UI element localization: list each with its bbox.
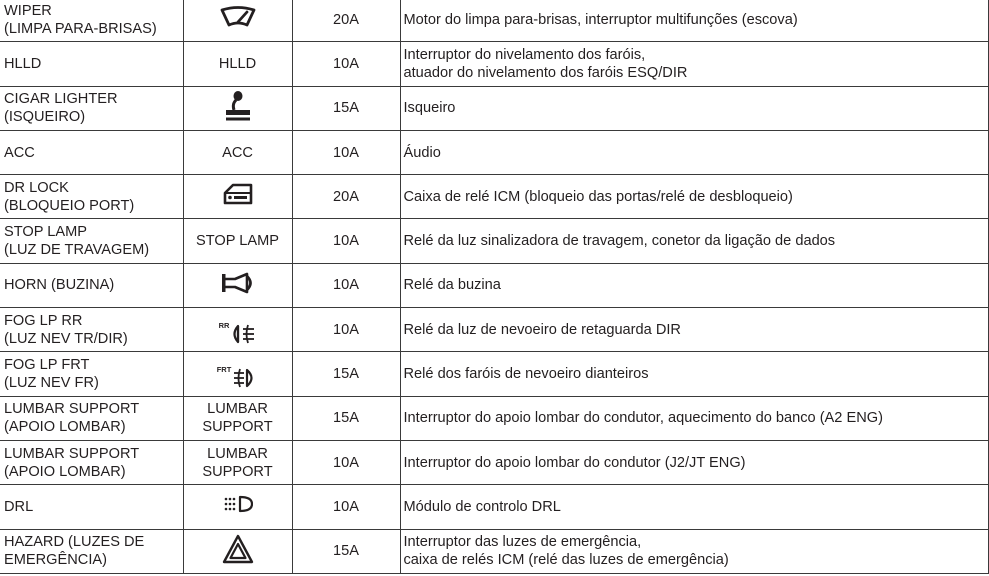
description-line: Interruptor das luzes de emergência, bbox=[403, 534, 642, 551]
fuse-name-line: CIGAR LIGHTER bbox=[4, 91, 118, 108]
fuse-symbol bbox=[183, 86, 292, 130]
drl-lamp-icon bbox=[223, 494, 253, 514]
fuse-symbol bbox=[183, 308, 292, 352]
table-row bbox=[0, 175, 988, 219]
fuse-rating: 10A bbox=[292, 485, 400, 529]
fuse-name-line: WIPER bbox=[4, 2, 52, 19]
fuse-description bbox=[400, 485, 988, 529]
fuse-rating: 20A bbox=[292, 175, 400, 219]
door-lock-icon bbox=[223, 183, 253, 205]
fuse-symbol bbox=[183, 0, 292, 42]
fuse-name-line: ACC bbox=[4, 144, 35, 161]
fuse-name bbox=[0, 130, 183, 174]
fuse-name-line: STOP LAMP bbox=[4, 224, 88, 241]
fuse-rating: 15A bbox=[292, 86, 400, 130]
table-row bbox=[0, 440, 988, 484]
description-line: Relé da luz sinalizadora de travagem, conetor da ligação de dados bbox=[403, 233, 836, 250]
symbol-small-label: RR bbox=[218, 320, 230, 330]
symbol-text: LUMBAR bbox=[207, 445, 268, 462]
fuse-description bbox=[400, 130, 988, 174]
description-line: Relé da buzina bbox=[403, 277, 501, 294]
fuse-description bbox=[400, 308, 988, 352]
fuse-name-line: (LIMPA PARA-BRISAS) bbox=[4, 20, 157, 37]
fuse-name bbox=[0, 308, 183, 352]
fuse-symbol bbox=[183, 263, 292, 307]
fuse-rating: 15A bbox=[292, 352, 400, 396]
table-row bbox=[0, 42, 988, 86]
fuse-rating: 15A bbox=[292, 529, 400, 573]
description-line: Interruptor do nivelamento dos faróis, bbox=[403, 46, 646, 63]
fuse-symbol bbox=[183, 130, 292, 174]
fuse-name bbox=[0, 86, 183, 130]
symbol-text: SUPPORT bbox=[202, 419, 273, 436]
table-row bbox=[0, 263, 988, 307]
fuse-name bbox=[0, 42, 183, 86]
fuse-description bbox=[400, 0, 988, 42]
fuse-symbol bbox=[183, 42, 292, 86]
description-line: Áudio bbox=[403, 144, 441, 161]
fuse-name-line: (LUZ NEV FR) bbox=[4, 375, 99, 392]
fuse-rating: 20A bbox=[292, 0, 400, 42]
fuse-description bbox=[400, 440, 988, 484]
table-row bbox=[0, 396, 988, 440]
table-row bbox=[0, 529, 988, 573]
description-line: Módulo de controlo DRL bbox=[403, 498, 561, 515]
fuse-rating: 15A bbox=[292, 396, 400, 440]
fuse-name bbox=[0, 0, 183, 42]
fuse-name bbox=[0, 263, 183, 307]
description-line: Motor do limpa para-brisas, interruptor multifunções (escova) bbox=[403, 11, 798, 28]
fuse-name-line: DRL bbox=[4, 498, 34, 515]
fuse-name-line: (APOIO LOMBAR) bbox=[4, 419, 126, 436]
fuse-name-line: HAZARD (LUZES DE bbox=[4, 534, 145, 551]
description-line: caixa de relés ICM (relé das luzes de emergência) bbox=[403, 552, 729, 569]
fuse-name-line: LUMBAR SUPPORT bbox=[4, 401, 140, 418]
fuse-name-line: (APOIO LOMBAR) bbox=[4, 463, 126, 480]
wiper-icon bbox=[220, 6, 256, 28]
fuse-name bbox=[0, 440, 183, 484]
fuse-symbol bbox=[183, 529, 292, 573]
fuse-symbol bbox=[183, 485, 292, 529]
fuse-symbol bbox=[183, 219, 292, 263]
symbol-text: LUMBAR bbox=[207, 401, 268, 418]
hazard-warning-icon bbox=[222, 534, 254, 564]
symbol-text: SUPPORT bbox=[202, 463, 273, 480]
table-row bbox=[0, 219, 988, 263]
fuse-name bbox=[0, 352, 183, 396]
fuse-description bbox=[400, 175, 988, 219]
fuse-name bbox=[0, 529, 183, 573]
description-line: atuador do nivelamento dos faróis ESQ/DIR bbox=[403, 64, 688, 81]
fuse-symbol bbox=[183, 440, 292, 484]
description-line: Interruptor do apoio lombar do condutor (J2/JT ENG) bbox=[403, 454, 746, 471]
fuse-name bbox=[0, 219, 183, 263]
fuse-name-line: (LUZ DE TRAVAGEM) bbox=[4, 242, 150, 259]
cigar-lighter-icon bbox=[223, 90, 253, 122]
description-line: Isqueiro bbox=[403, 100, 456, 117]
table-row bbox=[0, 308, 988, 352]
fuse-rating: 10A bbox=[292, 440, 400, 484]
symbol-small-label: FRT bbox=[216, 365, 232, 375]
fuse-description bbox=[400, 42, 988, 86]
fuse-description bbox=[400, 86, 988, 130]
description-line: Interruptor do apoio lombar do condutor, aquecimento do banco (A2 ENG) bbox=[403, 410, 883, 427]
fuse-description bbox=[400, 529, 988, 573]
horn-icon bbox=[221, 272, 255, 294]
table-row bbox=[0, 86, 988, 130]
table-row bbox=[0, 130, 988, 174]
fuse-description bbox=[400, 263, 988, 307]
fuse-description bbox=[400, 352, 988, 396]
fuse-rating: 10A bbox=[292, 263, 400, 307]
front-fog-lamp-icon bbox=[232, 367, 258, 389]
fuse-name-line: HLLD bbox=[4, 55, 42, 72]
fuse-name-line: HORN (BUZINA) bbox=[4, 277, 115, 294]
fuse-name-line: DR LOCK bbox=[4, 179, 69, 196]
fuse-description bbox=[400, 219, 988, 263]
fuse-name-line: EMERGÊNCIA) bbox=[4, 552, 107, 569]
fuse-name-line: (ISQUEIRO) bbox=[4, 109, 86, 126]
description-line: Relé dos faróis de nevoeiro dianteiros bbox=[403, 366, 649, 383]
fuse-symbol bbox=[183, 352, 292, 396]
table-row bbox=[0, 0, 988, 42]
symbol-text: HLLD bbox=[218, 55, 257, 72]
fuse-name-line: FOG LP FRT bbox=[4, 357, 90, 374]
fuse-symbol bbox=[183, 396, 292, 440]
fuse-name bbox=[0, 175, 183, 219]
fuse-name-line: LUMBAR SUPPORT bbox=[4, 445, 140, 462]
fuse-rating: 10A bbox=[292, 42, 400, 86]
fuse-symbol bbox=[183, 175, 292, 219]
rear-fog-lamp-icon bbox=[230, 323, 256, 345]
fuse-rating: 10A bbox=[292, 130, 400, 174]
table-row bbox=[0, 485, 988, 529]
fuse-name-line: (BLOQUEIO PORT) bbox=[4, 197, 135, 214]
fuse-name-line: FOG LP RR bbox=[4, 312, 83, 329]
fuse-description bbox=[400, 396, 988, 440]
fuse-rating: 10A bbox=[292, 308, 400, 352]
fuse-name-line: (LUZ NEV TR/DIR) bbox=[4, 330, 128, 347]
symbol-text: ACC bbox=[222, 144, 253, 161]
description-line: Relé da luz de nevoeiro de retaguarda DIR bbox=[403, 321, 681, 338]
description-line: Caixa de relé ICM (bloqueio das portas/relé de desbloqueio) bbox=[403, 188, 793, 205]
table-row bbox=[0, 352, 988, 396]
fuse-name bbox=[0, 396, 183, 440]
fuse-name bbox=[0, 485, 183, 529]
symbol-text: STOP LAMP bbox=[195, 233, 279, 250]
fuse-rating: 10A bbox=[292, 219, 400, 263]
